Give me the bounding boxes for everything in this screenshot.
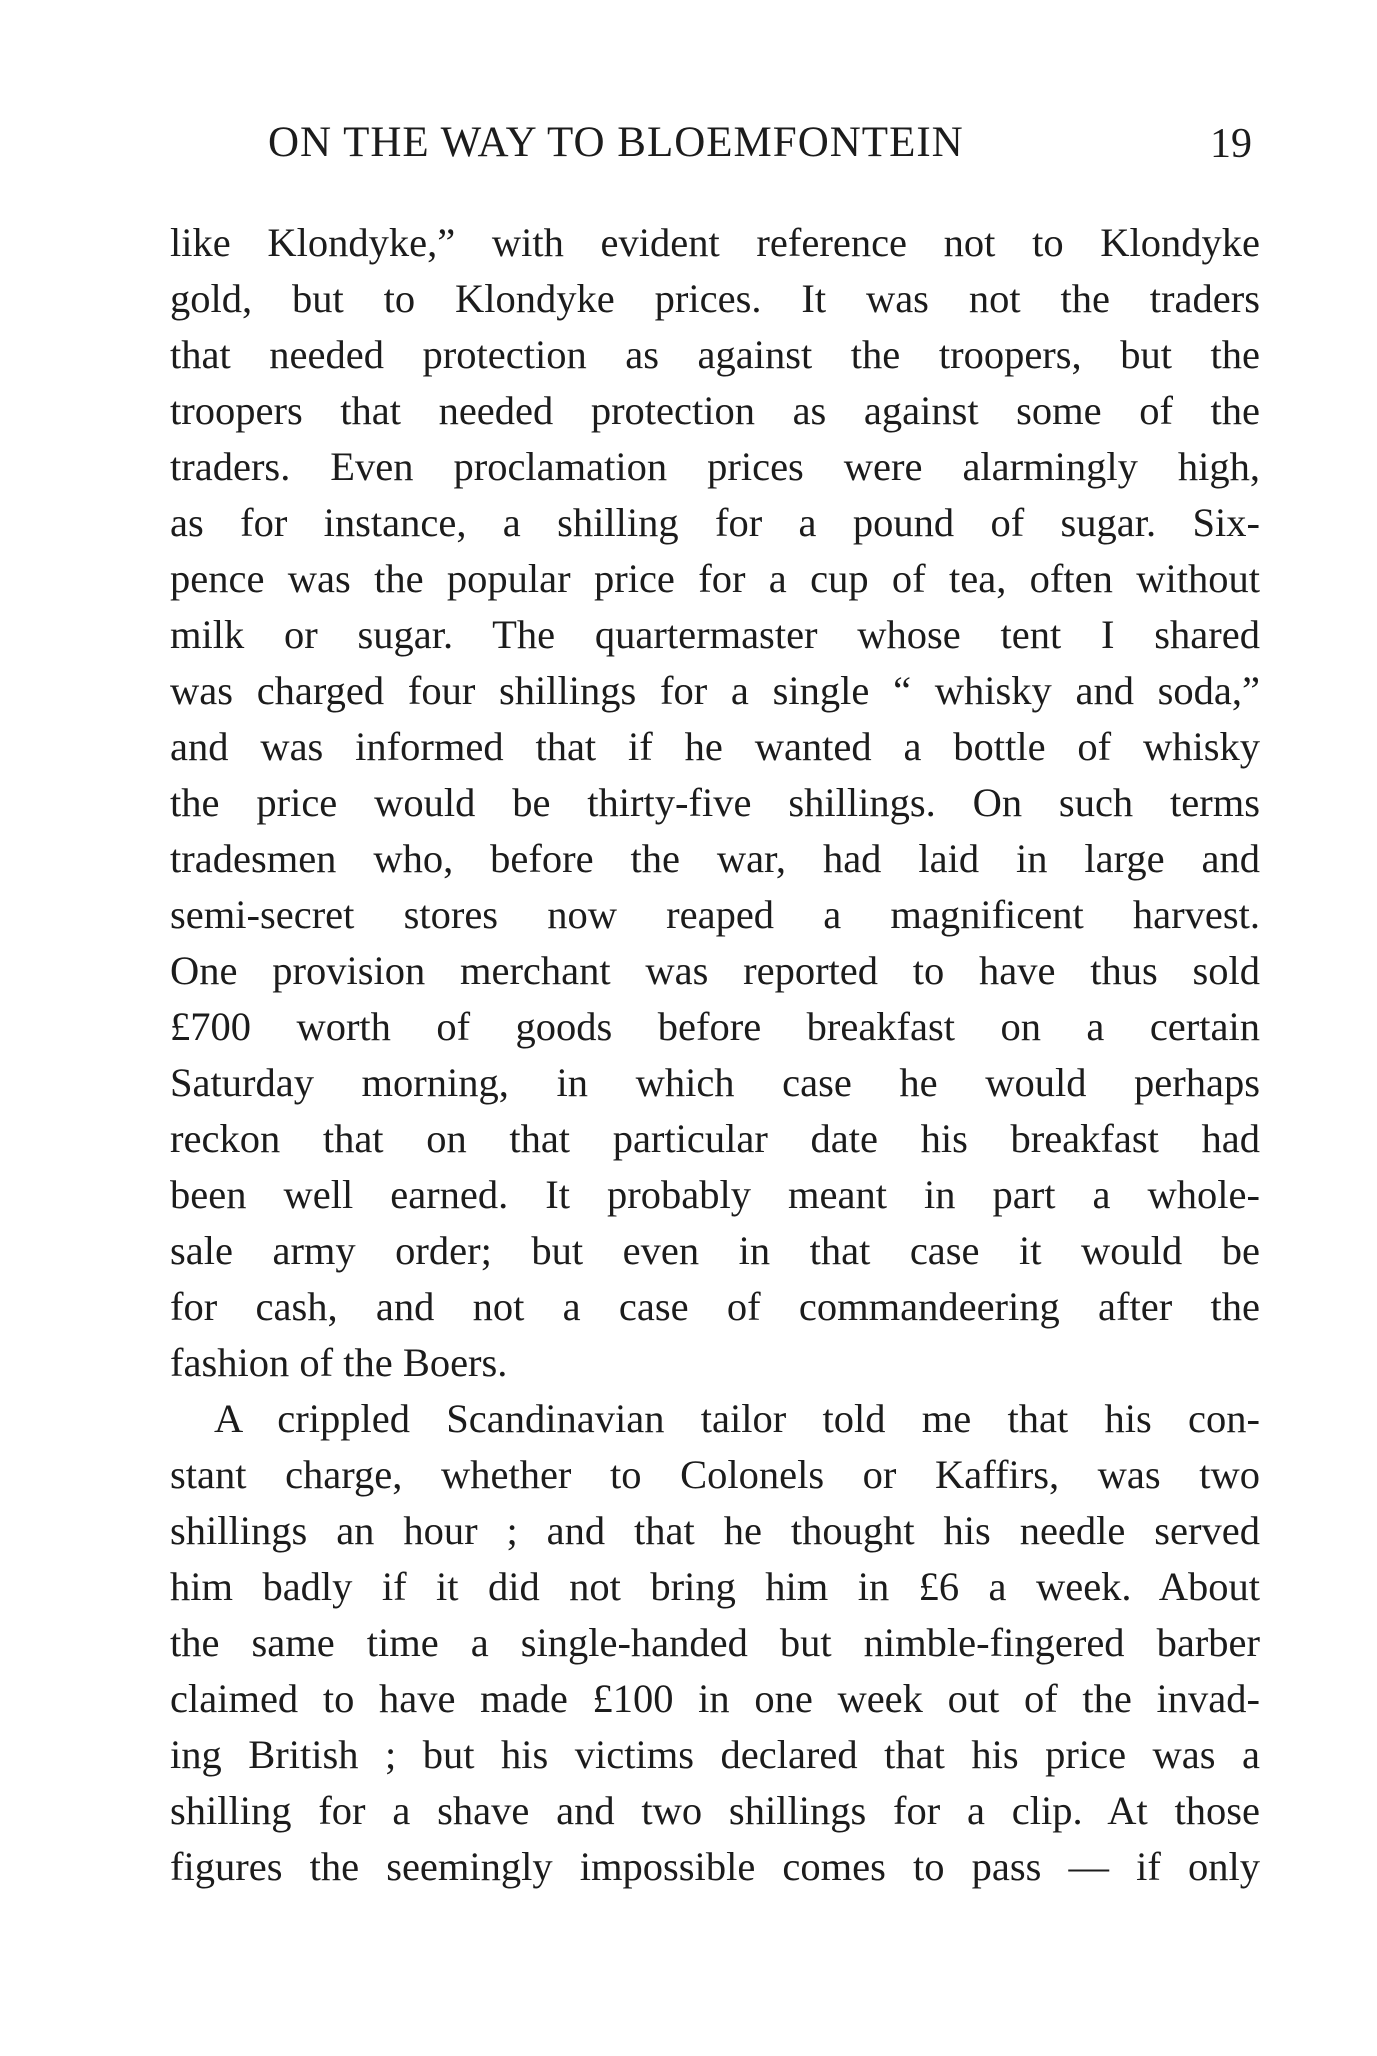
running-title: ON THE WAY TO BLOEMFONTEIN [268, 119, 964, 166]
text-line: for cash, and not a case of commandeering after the [170, 1284, 1260, 1329]
text-line: shillings an hour ; and that he thought his needle served [170, 1508, 1260, 1553]
text-line: tradesmen who, before the war, had laid in large and [170, 836, 1260, 881]
text-line: £700 worth of goods before breakfast on a certain [170, 1004, 1260, 1049]
page-number: 19 [1210, 121, 1252, 167]
text-line: shilling for a shave and two shillings for a clip. At those [170, 1788, 1260, 1833]
text-line: Saturday morning, in which case he would perhaps [170, 1060, 1260, 1105]
paragraph-1 [170, 215, 1260, 1391]
text-line: stant charge, whether to Colonels or Kaffirs, was two [170, 1452, 1260, 1497]
running-head [168, 118, 1262, 178]
text-line: been well earned. It probably meant in part a whole- [170, 1172, 1260, 1217]
text-line: the price would be thirty-five shillings. On such terms [170, 780, 1260, 825]
text-line: figures the seemingly impossible comes to pass — if only [170, 1844, 1260, 1889]
text-line: was charged four shillings for a single “ whisky and soda,” [170, 668, 1260, 713]
text-line: pence was the popular price for a cup of tea, often without [170, 556, 1260, 601]
text-line: milk or sugar. The quartermaster whose tent I shared [170, 612, 1260, 657]
text-line: traders. Even proclamation prices were alarmingly high, [170, 444, 1260, 489]
text-line: fashion of the Boers. [170, 1340, 508, 1385]
text-line: semi-secret stores now reaped a magnificent harvest. [170, 892, 1260, 937]
text-line: and was informed that if he wanted a bottle of whisky [170, 724, 1260, 769]
text-line: him badly if it did not bring him in £6 a week. About [170, 1564, 1260, 1609]
paragraph-2 [170, 1391, 1260, 1895]
text-line: reckon that on that particular date his breakfast had [170, 1116, 1260, 1161]
body-text [170, 215, 1260, 1895]
text-line: A crippled Scandinavian tailor told me that his con- [214, 1396, 1260, 1441]
text-line: that needed protection as against the troopers, but the [170, 332, 1260, 377]
text-line: gold, but to Klondyke prices. It was not the traders [170, 276, 1260, 321]
text-line: claimed to have made £100 in one week out of the invad- [170, 1676, 1260, 1721]
text-line: troopers that needed protection as against some of the [170, 388, 1260, 433]
text-line: ing British ; but his victims declared that his price was a [170, 1732, 1260, 1777]
text-line: sale army order; but even in that case it would be [170, 1228, 1260, 1273]
text-line: One provision merchant was reported to have thus sold [170, 948, 1260, 993]
text-line: like Klondyke,” with evident reference not to Klondyke [170, 220, 1260, 265]
text-line: the same time a single-handed but nimble-fingered barber [170, 1620, 1260, 1665]
text-line: as for instance, a shilling for a pound of sugar. Six- [170, 500, 1260, 545]
